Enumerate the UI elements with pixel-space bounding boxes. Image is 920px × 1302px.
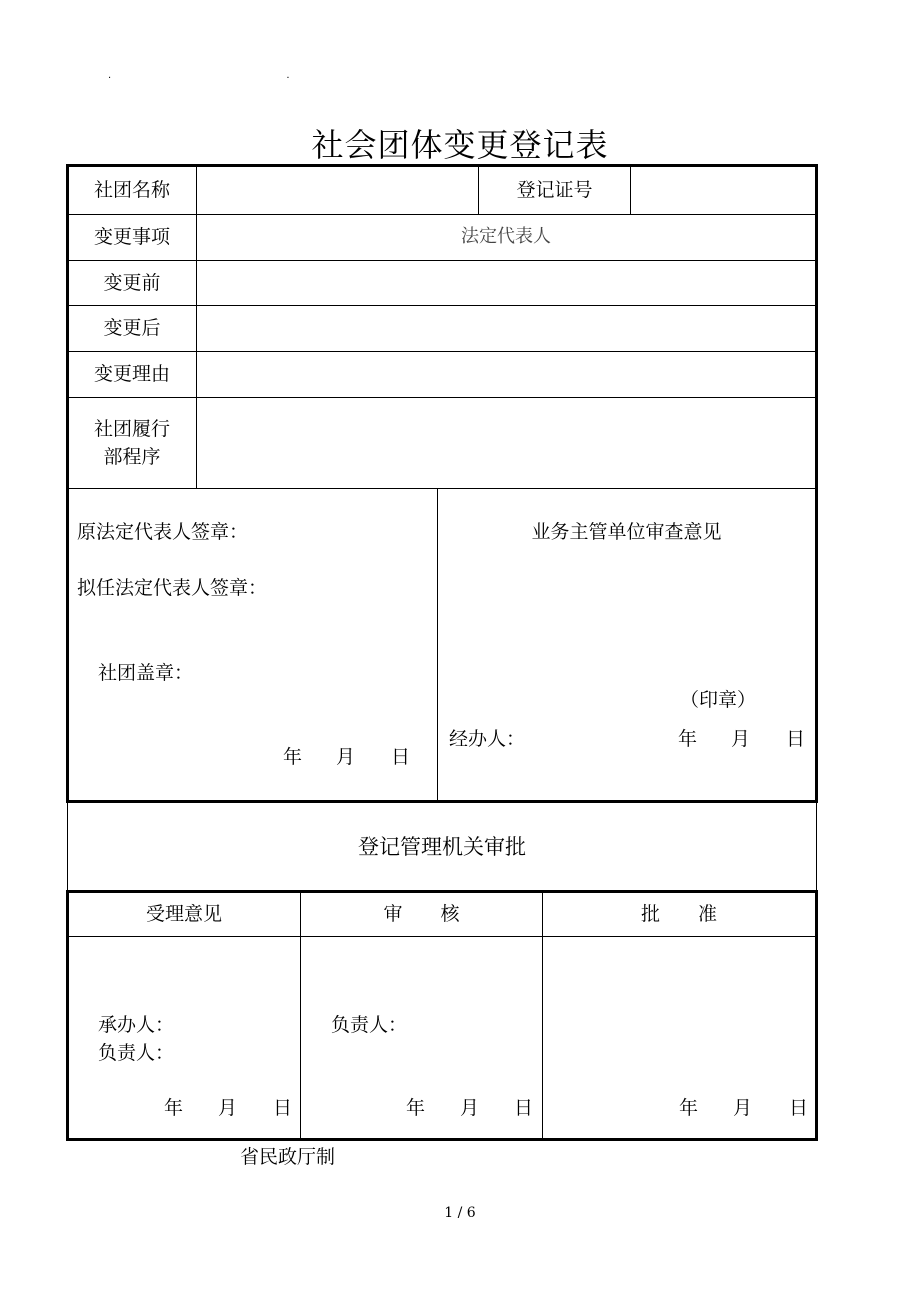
before-label: 变更前 <box>103 272 161 294</box>
table1-bottom-border <box>66 800 818 803</box>
reason-label: 变更理由 <box>93 363 170 385</box>
after-label: 变更后 <box>103 317 161 339</box>
issuer-note: 省民政厅制 <box>240 1146 336 1168</box>
responsible-label: 负责人： <box>98 1042 175 1064</box>
date-day: 日 <box>514 1097 534 1119</box>
table2-bottom-border <box>66 1138 818 1141</box>
page-number: 1 / 6 <box>444 1205 476 1221</box>
header-row-divider <box>67 936 816 937</box>
col-review-header: 审 核 <box>383 903 460 925</box>
date-year: 年 <box>406 1097 426 1119</box>
date-year: 年 <box>283 746 303 768</box>
responsible-label: 负责人： <box>331 1014 408 1036</box>
supervisor-heading: 业务主管单位审查意见 <box>531 521 722 543</box>
date-month: 月 <box>336 746 356 768</box>
column-divider <box>300 892 301 1139</box>
row-divider <box>67 351 816 352</box>
change-item-label: 变更事项 <box>93 226 170 248</box>
date-month: 月 <box>218 1097 238 1119</box>
reg-no-label: 登记证号 <box>516 179 593 201</box>
date-day: 日 <box>786 728 806 750</box>
date-year: 年 <box>679 1097 699 1119</box>
page-title: 社会团体变更登记表 <box>311 126 609 164</box>
supervisor-handler-label: 经办人： <box>449 728 526 750</box>
date-year: 年 <box>678 728 698 750</box>
new-rep-signature-label: 拟任法定代表人签章： <box>77 577 268 599</box>
table2-right-border <box>815 890 818 1141</box>
date-year: 年 <box>164 1097 184 1119</box>
approval-heading: 登记管理机关审批 <box>358 835 526 859</box>
column-divider <box>630 165 631 215</box>
row-divider <box>67 260 816 261</box>
date-month: 月 <box>733 1097 753 1119</box>
date-day: 日 <box>273 1097 293 1119</box>
row-divider <box>67 305 816 306</box>
row-divider <box>67 397 816 398</box>
date-day: 日 <box>391 746 411 768</box>
supervisor-seal-label: （印章） <box>680 689 757 711</box>
col-approve-header: 批 准 <box>640 903 717 925</box>
org-name-label: 社团名称 <box>93 179 170 201</box>
table2-top-border <box>66 890 818 893</box>
date-day: 日 <box>789 1097 809 1119</box>
date-month: 月 <box>731 728 751 750</box>
row-divider <box>67 214 816 215</box>
row-divider <box>67 488 816 489</box>
label-column-divider <box>196 165 197 489</box>
procedure-label-line2: 部程序 <box>103 446 161 468</box>
col-acceptance-header: 受理意见 <box>145 903 222 925</box>
original-rep-signature-label: 原法定代表人签章： <box>77 521 249 543</box>
date-month: 月 <box>460 1097 480 1119</box>
column-divider <box>542 892 543 1139</box>
change-item-field[interactable]: 法定代表人 <box>461 226 551 247</box>
table1-top-border <box>66 164 818 167</box>
org-seal-label: 社团盖章： <box>98 662 194 684</box>
header-marks: . . <box>108 70 376 81</box>
procedure-label-line1: 社团履行 <box>93 418 170 440</box>
handler-label: 承办人： <box>98 1014 175 1036</box>
